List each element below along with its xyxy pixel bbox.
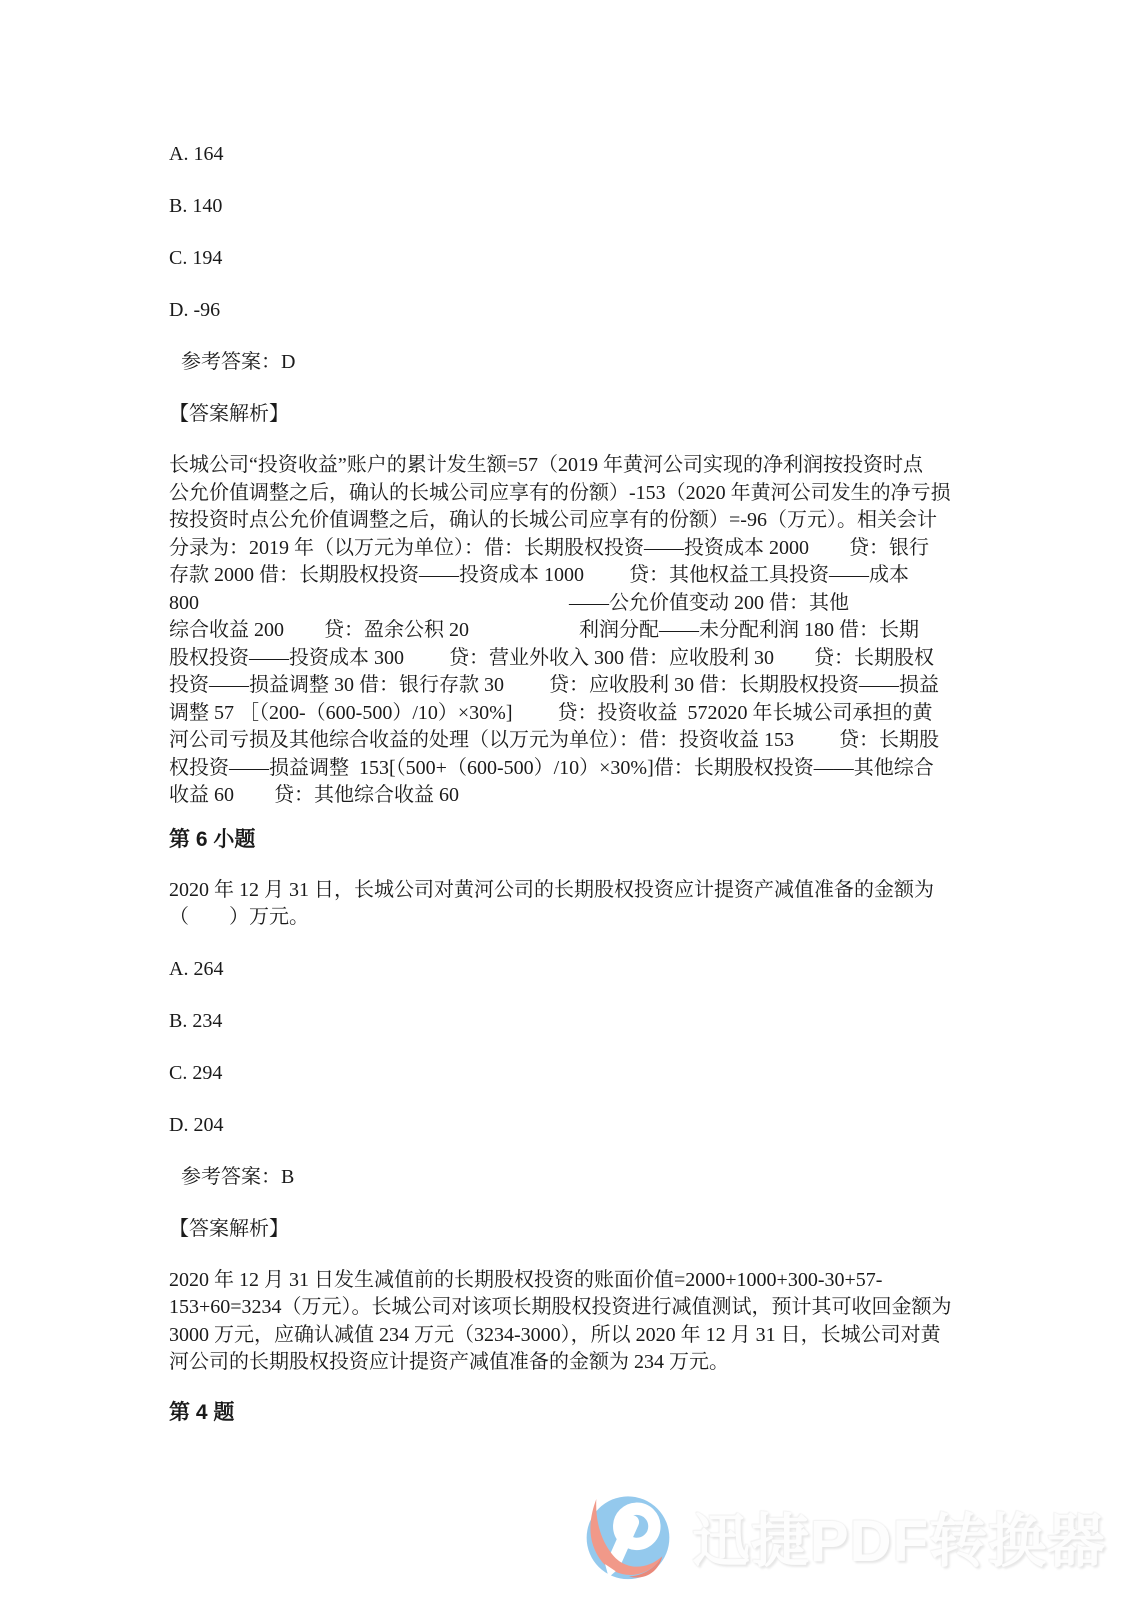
- question6-answer: 参考答案：B: [181, 1165, 295, 1188]
- watermark-text: 迅捷PDF转换器: [692, 1509, 1107, 1574]
- option: C. 194: [169, 247, 223, 269]
- option: D. 204: [169, 1113, 224, 1136]
- analysis-line: 收益 60 贷：其他综合收益 60: [169, 784, 459, 806]
- analysis-line: 河公司的长期股权投资应计提资产减值准备的金额为 234 万元。: [169, 1351, 729, 1373]
- analysis-line: 800 ——公允价值变动 200 借：其他: [169, 591, 849, 614]
- question5-options: [169, 140, 999, 324]
- stem-line: 2020 年 12 月 31 日，长城公司对黄河公司的长期股权投资应计提资产减值准备的金额为: [169, 878, 934, 901]
- question6-analysis-heading: 【答案解析】: [169, 1217, 289, 1240]
- analysis-line: 权投资——损益调整 153[（500+（600-500）/10）×30%]借：长期股权投资——其他综合: [169, 756, 934, 779]
- option: A. 264: [169, 957, 224, 980]
- option: A. 164: [169, 143, 224, 165]
- question5-answer: 参考答案：D: [181, 351, 296, 373]
- page-content: [169, 140, 999, 1427]
- analysis-line: 股权投资——投资成本 300 贷：营业外收入 300 借：应收股利 30 贷：长期股权: [169, 646, 934, 669]
- analysis-line: 存款 2000 借：长期股权投资——投资成本 1000 贷：其他权益工具投资——成本: [169, 564, 909, 586]
- analysis-line: 公允价值调整之后，确认的长城公司应享有的份额）-153（2020 年黄河公司发生的净亏损: [169, 481, 951, 504]
- analysis-line: 分录为：2019 年（以万元为单位）：借：长期股权投资——投资成本 2000 贷：银行: [169, 536, 929, 559]
- analysis-line: 按投资时点公允价值调整之后，确认的长城公司应享有的份额）=-96（万元）。相关会计: [169, 509, 937, 531]
- question6-heading: 第 6 小题: [169, 827, 256, 851]
- option: B. 140: [169, 195, 223, 217]
- analysis-line: 153+60=3234（万元）。长城公司对该项长期股权投资进行减值测试，预计其可收回金额为: [169, 1296, 952, 1318]
- stem-line: （ ）万元。: [169, 906, 309, 928]
- question6-options: [169, 955, 999, 1139]
- question5-analysis-paragraph: [169, 452, 999, 810]
- option: D. -96: [169, 299, 221, 321]
- analysis-line: 投资——损益调整 30 借：银行存款 30 贷：应收股利 30 借：长期股权投资——损益: [169, 674, 939, 696]
- next-section-heading: 第 4 题: [169, 1400, 235, 1424]
- analysis-line: 河公司亏损及其他综合收益的处理（以万元为单位）：借：投资收益 153 贷：长期股: [169, 729, 939, 751]
- option: B. 234: [169, 1009, 223, 1032]
- analysis-line: 3000 万元，应确认减值 234 万元（3234-3000），所以 2020 年 12 月 31 日，长城公司对黄: [169, 1323, 941, 1346]
- pdf-converter-logo-icon: [584, 1488, 672, 1584]
- analysis-line: 长城公司“投资收益”账户的累计发生额=57（2019 年黄河公司实现的净利润按投资时点: [169, 454, 924, 476]
- question6-analysis-paragraph: [169, 1267, 999, 1377]
- analysis-line: 调整 57 ［（200-（600-500）/10）×30%] 贷：投资收益 572020 年长城公司承担的黄: [169, 701, 933, 724]
- question5-analysis-heading: 【答案解析】: [169, 403, 289, 425]
- analysis-line: 综合收益 200 贷：盈余公积 20 利润分配——未分配利润 180 借：长期: [169, 619, 919, 641]
- option: C. 294: [169, 1061, 223, 1084]
- question6-stem: [169, 877, 999, 932]
- watermark: [584, 1488, 1106, 1584]
- analysis-line: 2020 年 12 月 31 日发生减值前的长期股权投资的账面价值=2000+1000+300-30+57-: [169, 1268, 883, 1291]
